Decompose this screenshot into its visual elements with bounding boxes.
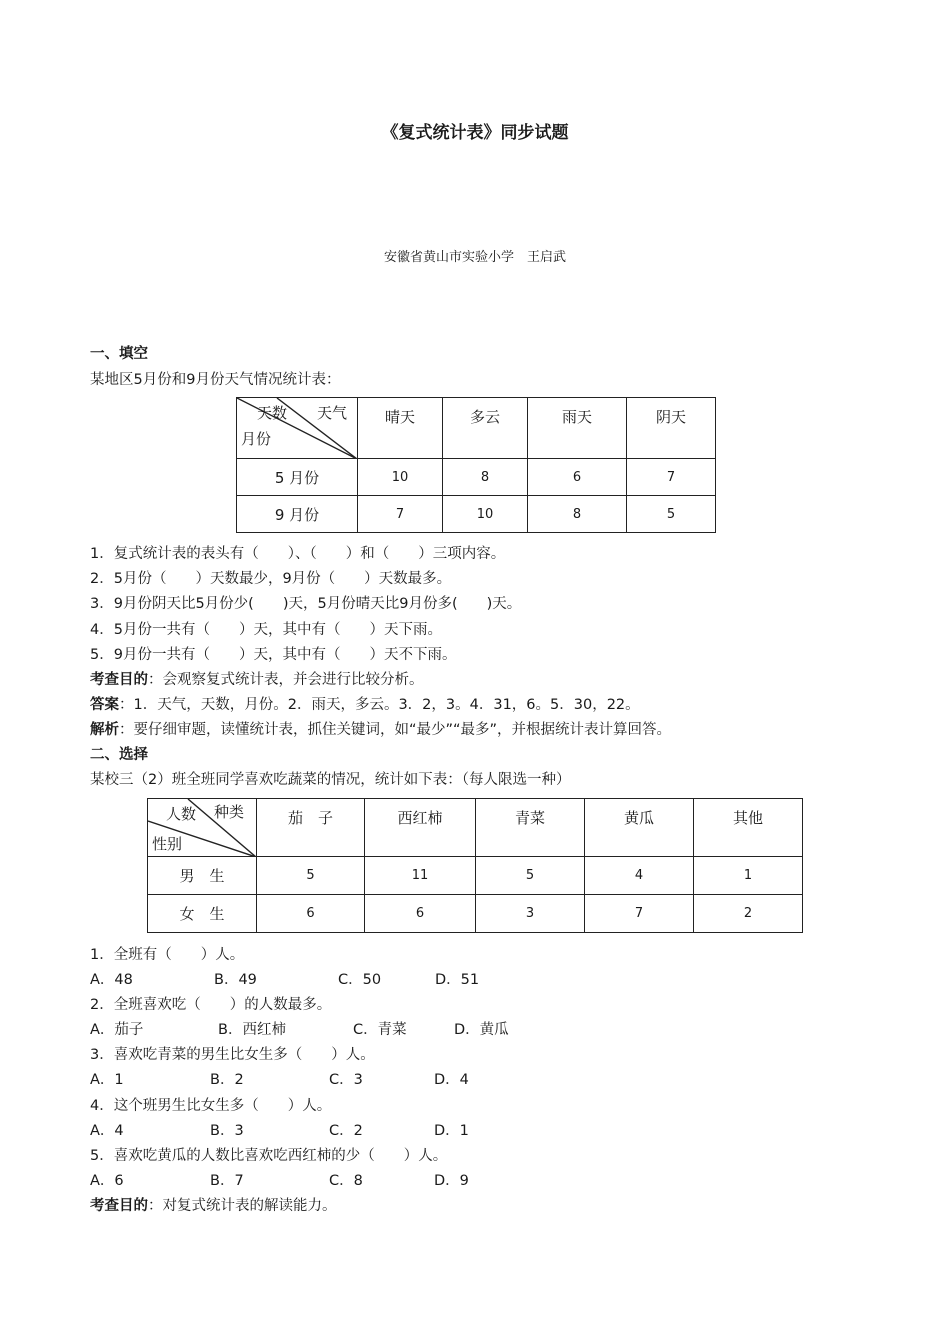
analysis-line (90, 720, 671, 740)
weather-table (236, 397, 716, 533)
section1-heading: 一、填空 (90, 346, 148, 362)
table-cell: 6 (528, 459, 627, 496)
mc-question-3: 3．喜欢吃青菜的男生比女生多（ ）人。 (90, 1047, 375, 1063)
column-header: 晴天 (358, 398, 443, 459)
analysis-label: 解析 (90, 722, 119, 738)
purpose-label: 考查目的 (90, 672, 148, 688)
column-header: 其他 (694, 799, 803, 857)
row-label: 女 生 (148, 895, 257, 933)
table-row (148, 895, 803, 933)
option-a[interactable]: A．4 (90, 1123, 124, 1139)
option-c[interactable]: C．50 (338, 972, 382, 988)
table-cell: 7 (358, 496, 443, 533)
table-cell: 1 (694, 857, 803, 895)
option-d[interactable]: D．51 (435, 972, 480, 988)
table-cell: 2 (694, 895, 803, 933)
mc-question-1: 1．全班有（ ）人。 (90, 947, 245, 963)
column-header: 西红柿 (365, 799, 476, 857)
section1-intro: 某地区5月份和9月份天气情况统计表： (90, 372, 341, 388)
corner-label-days: 天数 (257, 404, 288, 422)
table-cell: 10 (358, 459, 443, 496)
table-cell: 11 (365, 857, 476, 895)
option-c[interactable]: C．3 (329, 1072, 363, 1088)
option-d[interactable]: D．9 (434, 1173, 469, 1189)
row-label: 5 月份 (237, 459, 358, 496)
question-1: 1．复式统计表的表头有（ ）、（ ）和（ ）三项内容。 (90, 546, 506, 562)
table-row (148, 857, 803, 895)
option-c[interactable]: C．8 (329, 1173, 363, 1189)
table-cell: 10 (443, 496, 528, 533)
table-cell: 5 (257, 857, 365, 895)
purpose-label: 考查目的 (90, 1198, 148, 1214)
table-cell: 5 (627, 496, 716, 533)
option-d[interactable]: D．4 (434, 1072, 469, 1088)
option-b[interactable]: B．49 (214, 972, 257, 988)
option-a[interactable]: A．1 (90, 1072, 124, 1088)
corner-label-count: 人数 (166, 805, 197, 823)
option-c[interactable]: C．青菜 (353, 1022, 407, 1038)
section2-intro: 某校三（2）班全班同学喜欢吃蔬菜的情况，统计如下表：（每人限选一种） (90, 772, 571, 788)
purpose-text: ：会观察复式统计表，并会进行比较分析。 (148, 672, 424, 688)
option-b[interactable]: B．西红柿 (218, 1022, 286, 1038)
table-corner-header (148, 799, 257, 857)
mc-options-2 (90, 1020, 690, 1040)
row-label: 9 月份 (237, 496, 358, 533)
mc-question-4: 4．这个班男生比女生多（ ）人。 (90, 1098, 332, 1114)
purpose-text: ：对复式统计表的解读能力。 (148, 1198, 337, 1214)
column-header: 多云 (443, 398, 528, 459)
table-cell: 8 (528, 496, 627, 533)
question-2: 2．5月份（ ）天数最少，9月份（ ）天数最多。 (90, 571, 452, 587)
purpose-line-2 (90, 1196, 337, 1216)
column-header: 黄瓜 (585, 799, 694, 857)
column-header: 茄 子 (257, 799, 365, 857)
mc-options-5 (90, 1171, 690, 1191)
question-5: 5．9月份一共有（ ）天，其中有（ ）天不下雨。 (90, 647, 457, 663)
table-row (237, 496, 716, 533)
table-cell: 4 (585, 857, 694, 895)
analysis-text: ：要仔细审题，读懂统计表，抓住关键词，如“最少”“最多”，并根据统计表计算回答。 (119, 722, 672, 738)
option-c[interactable]: C．2 (329, 1123, 363, 1139)
corner-label-type: 种类 (214, 803, 245, 821)
section2-heading: 二、选择 (90, 747, 148, 763)
corner-label-weather: 天气 (317, 404, 348, 422)
mc-options-3 (90, 1070, 690, 1090)
column-header: 雨天 (528, 398, 627, 459)
table-cell: 7 (585, 895, 694, 933)
table-cell: 6 (365, 895, 476, 933)
option-b[interactable]: B．2 (210, 1072, 244, 1088)
question-3: 3．9月份阴天比5月份少( )天，5月份晴天比9月份多( )天。 (90, 596, 522, 612)
mc-options-1 (90, 970, 690, 990)
answer-line (90, 695, 640, 715)
corner-label-month: 月份 (241, 430, 272, 448)
table-cell: 7 (627, 459, 716, 496)
purpose-line (90, 670, 424, 690)
corner-label-gender: 性别 (152, 835, 183, 853)
mc-question-5: 5．喜欢吃黄瓜的人数比喜欢吃西红柿的少（ ）人。 (90, 1148, 448, 1164)
mc-options-4 (90, 1121, 690, 1141)
table-cell: 8 (443, 459, 528, 496)
column-header: 阴天 (627, 398, 716, 459)
table-row (237, 459, 716, 496)
author-line: 安徽省黄山市实验小学 王启武 (383, 250, 566, 265)
table-corner-header (237, 398, 358, 459)
option-a[interactable]: A．6 (90, 1173, 124, 1189)
option-d[interactable]: D．1 (434, 1123, 469, 1139)
option-a[interactable]: A．48 (90, 972, 133, 988)
answer-label: 答案 (90, 697, 119, 713)
question-4: 4．5月份一共有（ ）天，其中有（ ）天下雨。 (90, 622, 442, 638)
vegetable-table (147, 798, 803, 933)
page-title: 《复式统计表》同步试题 (381, 123, 569, 143)
column-header: 青菜 (476, 799, 585, 857)
option-a[interactable]: A．茄子 (90, 1022, 144, 1038)
table-cell: 5 (476, 857, 585, 895)
option-b[interactable]: B．3 (210, 1123, 244, 1139)
option-b[interactable]: B．7 (210, 1173, 244, 1189)
table-cell: 3 (476, 895, 585, 933)
option-d[interactable]: D．黄瓜 (454, 1022, 509, 1038)
mc-question-2: 2．全班喜欢吃（ ）的人数最多。 (90, 997, 332, 1013)
answer-text: ：1．天气，天数，月份。2．雨天，多云。3．2，3。4．31，6。5．30，22。 (119, 697, 640, 713)
table-cell: 6 (257, 895, 365, 933)
row-label: 男 生 (148, 857, 257, 895)
